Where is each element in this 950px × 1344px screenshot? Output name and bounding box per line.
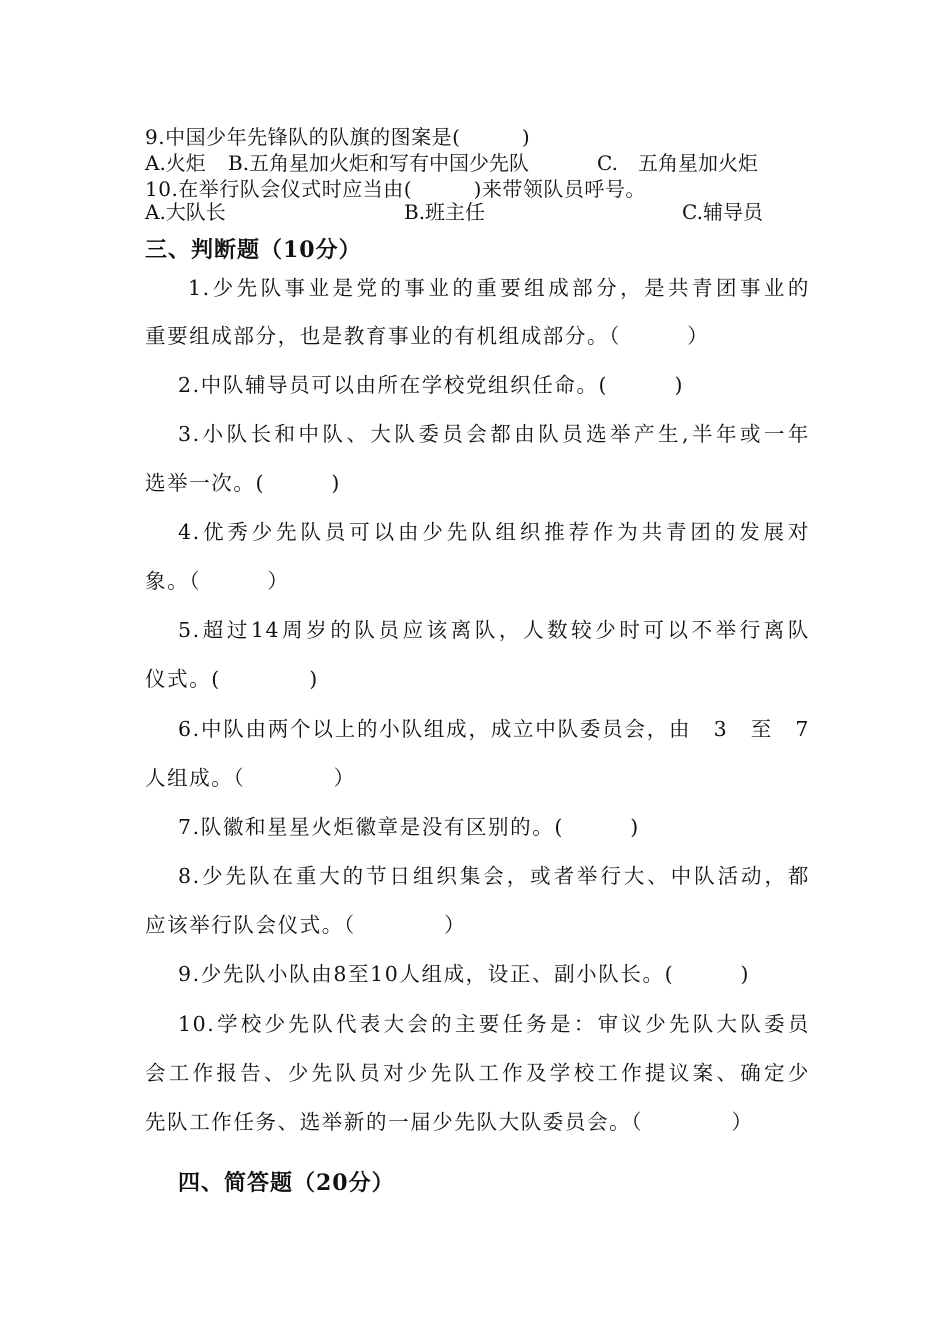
question-10-option-c: C.辅导员 xyxy=(682,200,763,224)
tf-item-10-line-3: 先队工作任务、选举新的一届少先队大队委员会。（ ） xyxy=(145,1110,754,1134)
tf-item-8-line-2: 应该举行队会仪式。（ ） xyxy=(145,913,467,937)
question-10-stem: 10.在举行队会仪式时应当由( )来带领队员呼号。 xyxy=(145,177,646,201)
question-9-stem: 9.中国少年先锋队的队旗的图案是( ) xyxy=(145,125,531,149)
tf-item-5-line-2: 仪式。( ) xyxy=(145,667,319,691)
tf-item-1-line-2: 重要组成部分，也是教育事业的有机组成部分。（ ） xyxy=(145,324,710,348)
section-4-heading: 四、简答题（20分） xyxy=(178,1170,395,1196)
question-9-option-a: A.火炬 xyxy=(145,151,206,175)
question-9-option-b: B.五角星加火炬和写有中国少先队 xyxy=(228,151,530,175)
tf-item-4-line-1: 4.优秀少先队员可以由少先队组织推荐作为共青团的发展对 xyxy=(178,520,810,544)
question-10-option-a: A.大队长 xyxy=(145,200,226,224)
tf-item-6-line-1: 6.中队由两个以上的小队组成，成立中队委员会，由 3 至 7 xyxy=(178,717,810,741)
tf-item-3-line-1: 3.小队长和中队、大队委员会都由队员选举产生,半年或一年 xyxy=(178,422,810,446)
tf-item-8-line-1: 8.少先队在重大的节日组织集会，或者举行大、中队活动，都 xyxy=(178,864,810,888)
tf-item-5-line-1: 5.超过14周岁的队员应该离队，人数较少时可以不举行离队 xyxy=(178,618,810,642)
question-10-option-b: B.班主任 xyxy=(404,200,486,224)
tf-item-3-line-2: 选举一次。( ) xyxy=(145,471,341,495)
tf-item-1-line-1: 1.少先队事业是党的事业的重要组成部分，是共青团事业的 xyxy=(188,276,810,300)
section-3-heading: 三、判断题（10分） xyxy=(145,237,362,263)
tf-item-10-line-1: 10.学校少先队代表大会的主要任务是：审议少先队大队委员 xyxy=(178,1012,810,1036)
question-9-option-c: C. 五角星加火炬 xyxy=(597,151,758,175)
tf-item-4-line-2: 象。（ ） xyxy=(145,569,290,593)
tf-item-10-line-2: 会工作报告、少先队员对少先队工作及学校工作提议案、确定少 xyxy=(145,1061,810,1085)
tf-item-9-line-1: 9.少先队小队由8至10人组成，设正、副小队长。( ) xyxy=(178,962,751,986)
tf-item-7-line-1: 7.队徽和星星火炬徽章是没有区别的。( ) xyxy=(178,815,640,839)
tf-item-2-line-1: 2.中队辅导员可以由所在学校党组织任命。( ) xyxy=(178,373,685,397)
tf-item-6-line-2: 人组成。（ ） xyxy=(145,766,356,790)
